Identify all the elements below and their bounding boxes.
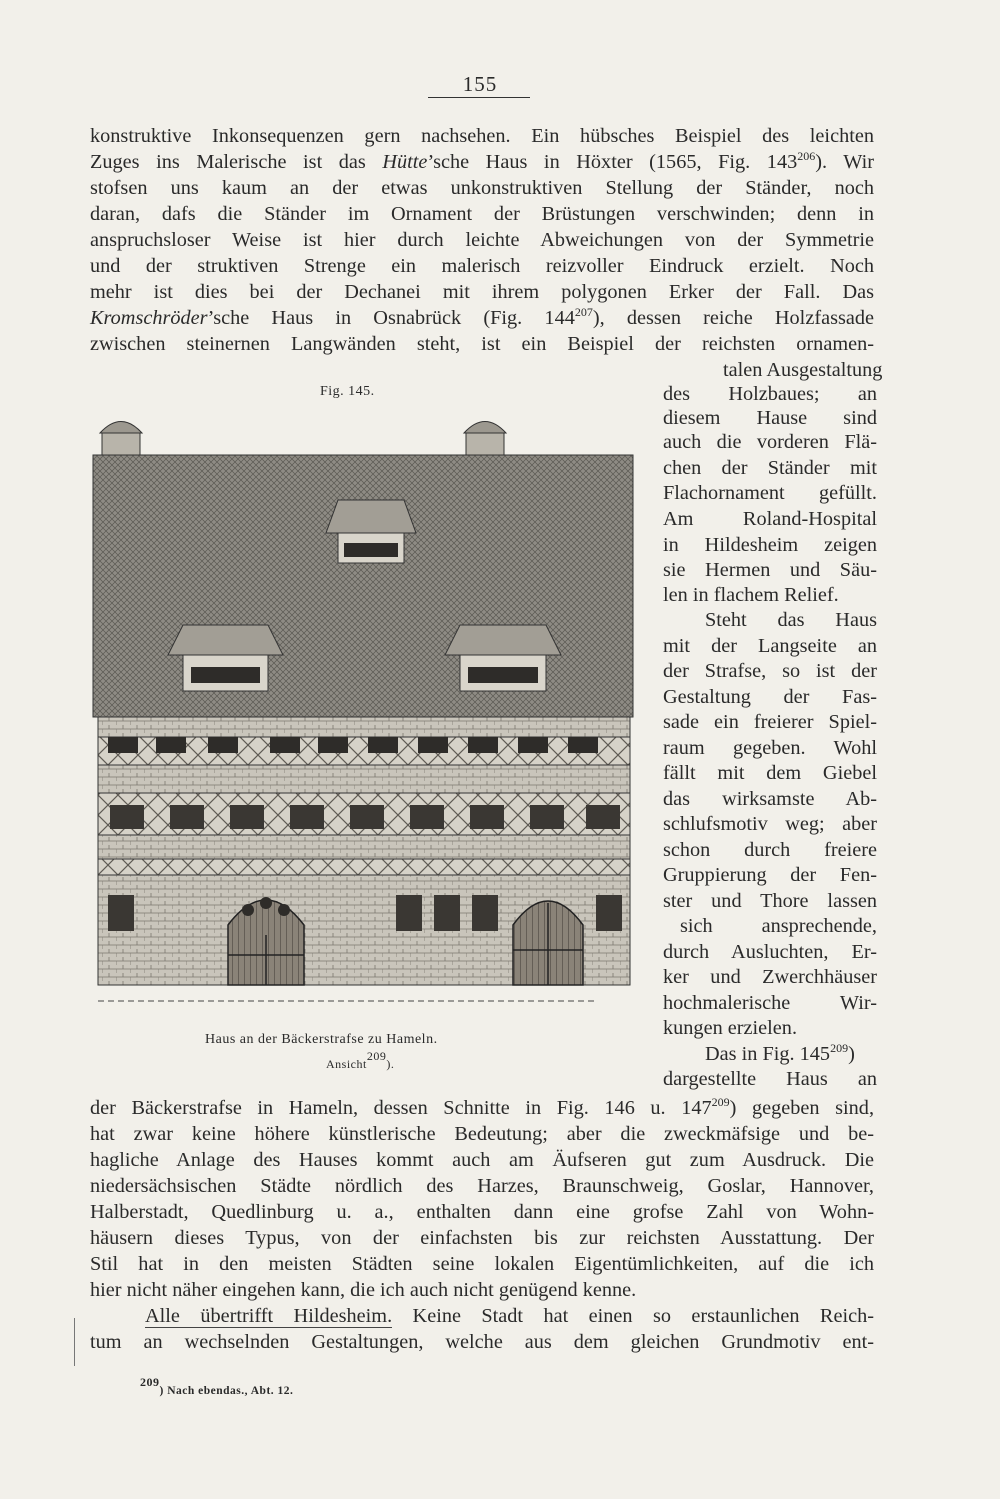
text-line: der Bäckerstrafse in Hameln, dessen Schnitte in Fig. 146 u. $147^{209}$) gegeben sind,: [90, 1095, 875, 1119]
column-line: ker und Zwerchhäuser: [663, 966, 877, 988]
text-line: anspruchsloser Weise ist hier durch leichte Abweichungen von der Symmetrie: [90, 229, 874, 251]
column-line: diesem Hause sind: [663, 407, 877, 429]
roof: [93, 455, 633, 717]
text-line: daran, dafs die Ständer im Ornament der Brüstungen verschwinden; denn in: [90, 203, 874, 225]
column-line: auch die vorderen Flä-: [663, 431, 877, 453]
lower-band: [98, 835, 630, 859]
text-line: Alle übertrifft Hildesheim. Keine Stadt hat einen so erstaunlichen Reich-: [145, 1305, 874, 1327]
column-line: ster und Thore lassen: [663, 890, 877, 912]
column-line: in Hildesheim zeigen: [663, 534, 877, 556]
text-line: Halberstadt, Quedlinburg u. a., enthalten dann eine grofse Zahl von Wohn-: [90, 1201, 874, 1223]
footnote: $^{209}$) Nach ebendas., Abt. 12.: [140, 1375, 294, 1397]
column-line: der Strafse, so ist der: [663, 660, 877, 682]
column-line: sie Hermen und Säu-: [663, 559, 877, 581]
text-line: Kromschröder’sche Haus in Osnabrück (Fig. $144^{207}$), dessen reiche Holzfassade: [90, 305, 875, 329]
column-line: das wirksamste Ab-: [663, 788, 877, 810]
column-line: Das in Fig. $145^{209}$): [705, 1041, 855, 1065]
column-line: talen Ausgestaltung: [723, 359, 883, 381]
text-line: hagliche Anlage des Hauses kommt auch am Äufseren gut zum Ausdruck. Die: [90, 1149, 874, 1171]
column-line: Gruppierung der Fen-: [663, 864, 877, 886]
door-right: [513, 901, 583, 985]
text-line: niedersächsischen Städte nördlich des Harzes, Braunschweig, Goslar, Hannover,: [90, 1175, 874, 1197]
figure-caption-sub: Ansicht$^{209}$).: [326, 1049, 395, 1071]
margin-mark: [74, 1318, 75, 1366]
dormer-right: [445, 625, 561, 691]
column-line: fällt mit dem Giebel: [663, 762, 877, 784]
column-line: Steht das Haus: [705, 609, 877, 631]
column-line: Gestaltung der Fas-: [663, 686, 877, 708]
text-line: tum an wechselnden Gestaltungen, welche aus dem gleichen Grundmotiv ent-: [90, 1331, 874, 1353]
house-illustration: [88, 405, 648, 1010]
text-line: Zuges ins Malerische ist das Hütte’sche Haus in Höxter (1565, Fig. $143^{206}$). Wir: [90, 149, 874, 173]
column-line: schon durch freiere: [663, 839, 877, 861]
text-line: stofsen uns kaum an der etwas unkonstruktiven Stellung der Ständer, noch: [90, 177, 874, 199]
middle-band: [98, 765, 630, 793]
column-line: des Holzbaues; an: [663, 383, 877, 405]
dormer-top: [326, 500, 416, 563]
upper-floor-band: [98, 717, 630, 737]
figure-caption: Haus an der Bäckerstrafse zu Hameln.: [205, 1032, 438, 1047]
text-line: konstruktive Inkonsequenzen gern nachsehen. Ein hübsches Beispiel des leichten: [90, 125, 874, 147]
column-line: raum gegeben. Wohl: [663, 737, 877, 759]
text-line: häusern dieses Typus, von der einfachsten bis zur reichsten Ausstattung. Der: [90, 1227, 874, 1249]
column-line: durch Ausluchten, Er-: [663, 941, 877, 963]
column-line: chen der Ständer mit: [663, 457, 877, 479]
column-line: mit der Langseite an: [663, 635, 877, 657]
text-line: und der struktiven Strenge ein malerisch reizvoller Eindruck erzielt. Noch: [90, 255, 874, 277]
text-line: mehr ist dies bei der Dechanei mit ihrem polygonen Erker der Fall. Das: [90, 281, 874, 303]
column-line: hochmalerische Wir-: [663, 992, 877, 1014]
text-line: zwischen steinernen Langwänden steht, ist ein Beispiel der reichsten ornamen-: [90, 333, 874, 355]
dormer-left: [168, 625, 283, 691]
column-line: schlufsmotiv weg; aber: [663, 813, 877, 835]
page-number: 155: [462, 72, 498, 96]
column-line: sade ein freierer Spiel-: [663, 711, 877, 733]
text-line: hier nicht näher eingehen kann, die ich auch nicht genügend kenne.: [90, 1279, 637, 1301]
text-line: hat zwar keine höhere künstlerische Bedeutung; aber die zweckmäfsige und be-: [90, 1123, 874, 1145]
window-row-middle: [110, 805, 620, 829]
page-number-rule: [428, 97, 530, 98]
column-line: Am Roland-Hospital: [663, 508, 877, 530]
column-line: kungen erzielen.: [663, 1017, 798, 1039]
column-line: dargestellte Haus an: [663, 1068, 877, 1090]
text-line: Stil hat in den meisten Städten seine lokalen Eigentümlichkeiten, auf die ich: [90, 1253, 874, 1275]
column-line: sich ansprechende,: [680, 915, 877, 937]
column-line: len in flachem Relief.: [663, 584, 839, 606]
figure-label: Fig. 145.: [320, 384, 375, 399]
column-line: Flachornament gefüllt.: [663, 482, 877, 504]
